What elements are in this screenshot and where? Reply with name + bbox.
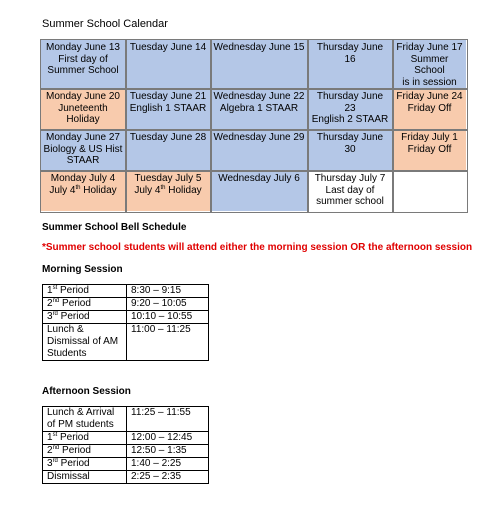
period-label: 3rd Period bbox=[43, 311, 127, 324]
period-time: 11:00 – 11:25 bbox=[127, 324, 209, 361]
period-time: 2:25 – 2:35 bbox=[127, 471, 209, 484]
calendar-day-cell bbox=[41, 130, 126, 171]
calendar-event: English 1 STAAR bbox=[129, 102, 207, 114]
calendar-row bbox=[41, 171, 467, 212]
period-label: 1st Period bbox=[43, 285, 127, 298]
calendar-date: Tuesday June 21 bbox=[129, 91, 207, 102]
schedule-row bbox=[43, 458, 209, 471]
calendar-date: Tuesday July 5 bbox=[134, 173, 202, 184]
calendar-row bbox=[41, 40, 467, 89]
calendar-title: Summer School Calendar bbox=[42, 18, 168, 30]
period-label: Lunch & Arrival of PM students bbox=[43, 407, 127, 432]
schedule-row bbox=[43, 324, 209, 361]
session-note: *Summer school students will attend either the morning session OR the afternoon session bbox=[42, 242, 473, 253]
calendar-row bbox=[41, 89, 467, 130]
summer-calendar-table bbox=[40, 39, 467, 212]
period-label: Dismissal bbox=[43, 471, 127, 484]
calendar-day-cell bbox=[41, 171, 126, 212]
calendar-event: July 4th Holiday bbox=[134, 184, 202, 196]
calendar-date: Monday June 20 bbox=[46, 91, 120, 102]
calendar-day-cell bbox=[41, 89, 126, 130]
calendar-day-cell bbox=[308, 40, 393, 89]
period-label: 1st Period bbox=[43, 432, 127, 445]
period-time: 10:10 – 10:55 bbox=[127, 311, 209, 324]
calendar-event: STAAR bbox=[66, 155, 100, 166]
calendar-date: Friday June 17 bbox=[396, 42, 463, 53]
calendar-date: Monday July 4 bbox=[50, 173, 116, 184]
calendar-event: Algebra 1 STAAR bbox=[219, 102, 299, 114]
calendar-date: Friday July 1 bbox=[401, 132, 458, 143]
period-time: 8:30 – 9:15 bbox=[127, 285, 209, 298]
calendar-day-cell bbox=[393, 130, 467, 171]
calendar-date: Friday June 24 bbox=[396, 91, 463, 102]
calendar-day-cell bbox=[308, 171, 393, 212]
calendar-event: is in session bbox=[402, 76, 457, 88]
period-time: 9:20 – 10:05 bbox=[127, 298, 209, 311]
schedule-row bbox=[43, 285, 209, 298]
schedule-row bbox=[43, 311, 209, 324]
calendar-day-cell bbox=[308, 89, 393, 130]
calendar-event: Friday Off bbox=[407, 143, 452, 155]
calendar-date: Tuesday June 28 bbox=[129, 132, 207, 143]
morning-session-title: Morning Session bbox=[42, 264, 123, 275]
calendar-day-cell bbox=[211, 40, 308, 89]
calendar-event: First day of bbox=[58, 53, 108, 65]
calendar-event: Summer School bbox=[47, 65, 119, 76]
period-time: 1:40 – 2:25 bbox=[127, 458, 209, 471]
calendar-day-cell bbox=[211, 130, 308, 171]
calendar-day-cell bbox=[211, 89, 308, 130]
calendar-event: Summer School bbox=[410, 53, 449, 76]
calendar-event: Juneteenth bbox=[58, 102, 108, 114]
morning-schedule-table bbox=[42, 284, 209, 361]
calendar-date: Thursday June 30 bbox=[316, 132, 384, 155]
calendar-event: Biology & US Hist bbox=[43, 143, 123, 155]
calendar-row bbox=[41, 130, 467, 171]
calendar-event: Friday Off bbox=[407, 102, 452, 114]
calendar-date: Monday June 13 bbox=[46, 42, 120, 53]
calendar-date: Wednesday June 22 bbox=[213, 91, 305, 102]
calendar-event: Last day of bbox=[325, 184, 375, 196]
calendar-date: Wednesday June 15 bbox=[213, 42, 305, 53]
calendar-event: Holiday bbox=[66, 114, 100, 125]
calendar-day-cell bbox=[126, 89, 211, 130]
period-label: Lunch & Dismissal of AM Students bbox=[43, 324, 127, 361]
schedule-row bbox=[43, 445, 209, 458]
period-time: 11:25 – 11:55 bbox=[127, 407, 209, 432]
period-label: 3rd Period bbox=[43, 458, 127, 471]
calendar-day-cell bbox=[393, 40, 467, 89]
calendar-day-cell bbox=[393, 89, 467, 130]
calendar-date: Tuesday June 14 bbox=[129, 42, 207, 53]
bell-schedule-title: Summer School Bell Schedule bbox=[42, 222, 187, 233]
period-time: 12:50 – 1:35 bbox=[127, 445, 209, 458]
calendar-date: Thursday July 7 bbox=[314, 173, 386, 184]
calendar-date: Wednesday July 6 bbox=[218, 173, 300, 184]
schedule-row bbox=[43, 432, 209, 445]
calendar-date: Thursday June 23 bbox=[316, 91, 384, 114]
calendar-day-cell bbox=[308, 130, 393, 171]
calendar-day-cell bbox=[126, 40, 211, 89]
schedule-row bbox=[43, 471, 209, 484]
calendar-date: Thursday June 16 bbox=[316, 42, 384, 65]
schedule-row bbox=[43, 407, 209, 432]
afternoon-session-title: Afternoon Session bbox=[42, 386, 131, 397]
period-label: 2nd Period bbox=[43, 445, 127, 458]
calendar-date: Monday June 27 bbox=[46, 132, 120, 143]
afternoon-schedule-table bbox=[42, 406, 209, 484]
calendar-day-cell bbox=[211, 171, 308, 212]
calendar-event: summer school bbox=[316, 196, 384, 207]
calendar-date: Wednesday June 29 bbox=[213, 132, 305, 143]
period-label: 2nd Period bbox=[43, 298, 127, 311]
period-time: 12:00 – 12:45 bbox=[127, 432, 209, 445]
calendar-day-cell bbox=[393, 171, 467, 212]
calendar-event: July 4th Holiday bbox=[49, 184, 117, 196]
schedule-row bbox=[43, 298, 209, 311]
calendar-day-cell bbox=[41, 40, 126, 89]
calendar-day-cell bbox=[126, 171, 211, 212]
calendar-event: English 2 STAAR bbox=[311, 114, 389, 125]
calendar-day-cell bbox=[126, 130, 211, 171]
